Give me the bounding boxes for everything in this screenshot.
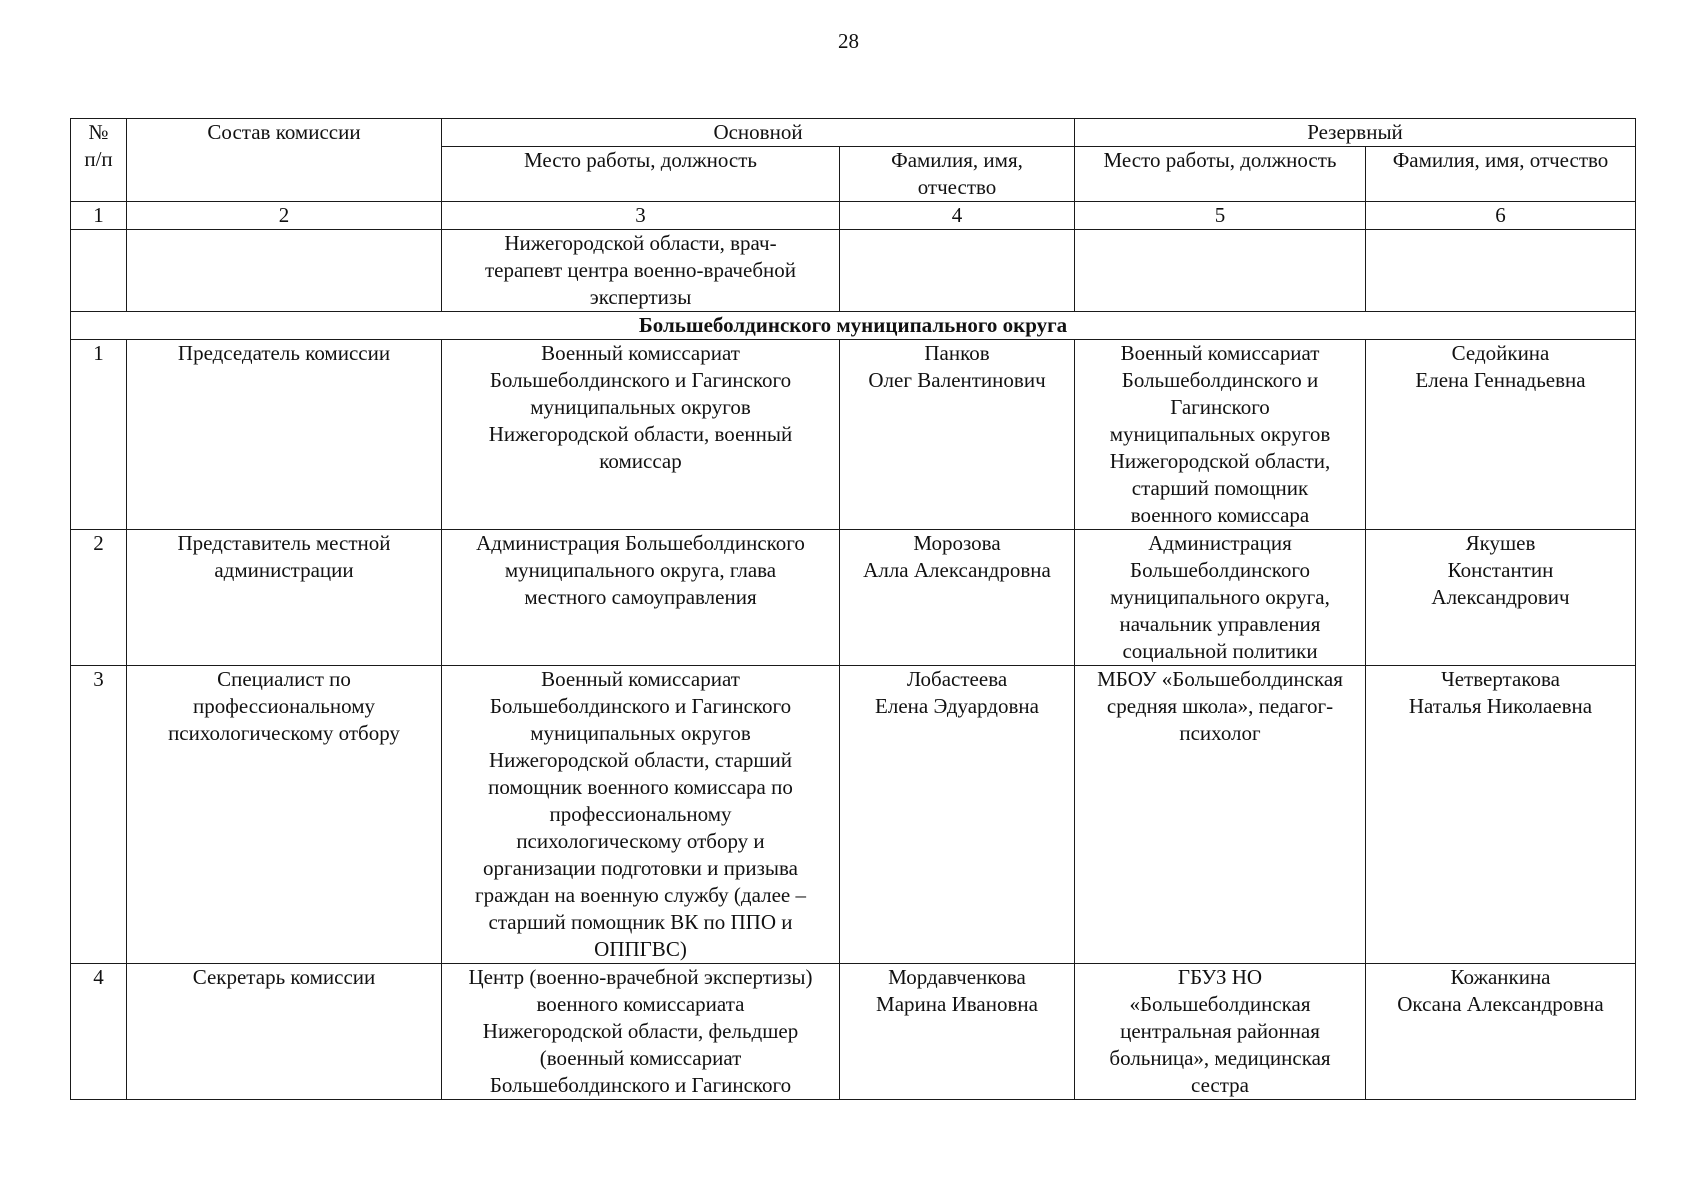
header-composition: Состав комиссии <box>127 119 442 202</box>
text-line: Большеболдинского <box>1130 558 1310 582</box>
table-row <box>71 666 1636 964</box>
text-line: экспертизы <box>589 285 692 309</box>
text-line: ОППГВС) <box>594 937 687 961</box>
cell-main-name <box>840 530 1075 666</box>
column-number: 2 <box>127 202 442 230</box>
text-line: Администрация Большеболдинского <box>476 531 805 555</box>
header-num-symbol: № <box>88 120 109 144</box>
text-line: помощник военного комиссара по <box>488 775 793 799</box>
column-numbers-row <box>71 202 1636 230</box>
text-line: Администрация <box>1148 531 1292 555</box>
text-line: Центр (военно-врачебной экспертизы) <box>468 965 813 989</box>
text-line: Нижегородской области, старший <box>489 748 792 772</box>
header-main: Основной <box>442 119 1075 147</box>
cell-main-name <box>840 230 1075 312</box>
text-line: сестра <box>1191 1073 1249 1097</box>
text-line: муниципальных округов <box>530 395 751 419</box>
text-line: муниципального округа, <box>1110 585 1330 609</box>
cell-role <box>127 964 442 1100</box>
text-line: Нижегородской области, фельдшер <box>482 1019 799 1043</box>
text-line: Елена Геннадьевна <box>1415 368 1586 392</box>
cell-main-workplace <box>442 964 840 1100</box>
text-line: Представитель местной <box>177 531 391 555</box>
cell-reserve-workplace <box>1075 964 1366 1100</box>
header-reserve: Резервный <box>1075 119 1636 147</box>
text-line: центральная районная <box>1120 1019 1320 1043</box>
text-line: старший помощник ВК по ППО и <box>488 910 793 934</box>
cell-role <box>127 230 442 312</box>
cell-main-workplace <box>442 340 840 530</box>
cell-num: 1 <box>71 340 127 530</box>
text-line: Оксана Александровна <box>1397 992 1604 1016</box>
text-line: Марина Ивановна <box>876 992 1038 1016</box>
text-line: профессиональному <box>193 694 375 718</box>
cell-role <box>127 666 442 964</box>
text-line: военного комиссариата <box>536 992 745 1016</box>
cell-main-workplace <box>442 530 840 666</box>
text-line: Панков <box>924 341 990 365</box>
text-line: Нижегородской области, военный <box>488 422 793 446</box>
header-reserve-workplace: Место работы, должность <box>1075 147 1366 202</box>
text-line: Председатель комиссии <box>177 341 391 365</box>
text-line: Кожанкина <box>1450 965 1551 989</box>
text-line: муниципальных округов <box>530 721 751 745</box>
commission-table <box>70 118 1636 1100</box>
table-row <box>71 530 1636 666</box>
text-line: средняя школа», педагог- <box>1106 694 1334 718</box>
text-line: Большеболдинского и Гагинского <box>489 368 792 392</box>
column-number: 4 <box>840 202 1075 230</box>
section-row <box>71 312 1636 340</box>
text-line: «Большеболдинская <box>1129 992 1311 1016</box>
header-num-abbr: п/п <box>84 147 113 171</box>
cell-num: 3 <box>71 666 127 964</box>
cell-main-name <box>840 666 1075 964</box>
continuation-row <box>71 230 1636 312</box>
cell-reserve-workplace <box>1075 666 1366 964</box>
cell-reserve-name <box>1366 230 1636 312</box>
text-line: ГБУЗ НО <box>1177 965 1263 989</box>
text-line: Константин <box>1447 558 1554 582</box>
column-number: 6 <box>1366 202 1636 230</box>
text-line: психологическому отбору <box>168 721 400 745</box>
cell-reserve-workplace <box>1075 530 1366 666</box>
text-line: организации подготовки и призыва <box>483 856 798 880</box>
column-number: 1 <box>71 202 127 230</box>
text-line: администрации <box>214 558 354 582</box>
text-line: социальной политики <box>1122 639 1318 663</box>
cell-reserve-name <box>1366 530 1636 666</box>
header-row-1 <box>71 119 1636 147</box>
cell-reserve-workplace <box>1075 340 1366 530</box>
text-line: психолог <box>1179 721 1261 745</box>
text-line: Нижегородской области, <box>1109 449 1331 473</box>
cell-reserve-name <box>1366 340 1636 530</box>
text-line: терапевт центра военно-врачебной <box>485 258 796 282</box>
header-main-name <box>840 147 1075 202</box>
text-line: военного комиссара <box>1130 503 1310 527</box>
text-line: Седойкина <box>1451 341 1550 365</box>
text-line: начальник управления <box>1119 612 1321 636</box>
cell-role <box>127 530 442 666</box>
cell-num: 2 <box>71 530 127 666</box>
column-number: 3 <box>442 202 840 230</box>
text-line: психологическому отбору и <box>516 829 765 853</box>
text-line: Большеболдинского и Гагинского <box>489 694 792 718</box>
text-line: Наталья Николаевна <box>1408 694 1593 718</box>
text-line: Олег Валентинович <box>868 368 1046 392</box>
table-row <box>71 964 1636 1100</box>
text-line: (военный комиссариат <box>539 1046 742 1070</box>
header-main-name-line: отчество <box>917 175 997 199</box>
text-line: Алла Александровна <box>863 558 1051 582</box>
cell-main-workplace <box>442 230 840 312</box>
cell-num <box>71 230 127 312</box>
header-main-workplace: Место работы, должность <box>442 147 840 202</box>
text-line: Четвертакова <box>1441 667 1560 691</box>
text-line: муниципальных округов <box>1109 422 1331 446</box>
cell-main-name <box>840 964 1075 1100</box>
text-line: Военный комиссариат <box>541 341 740 365</box>
cell-reserve-workplace <box>1075 230 1366 312</box>
text-line: больница», медицинская <box>1109 1046 1331 1070</box>
header-main-name-line: Фамилия, имя, <box>891 148 1023 172</box>
text-line: МБОУ «Большеболдинская <box>1097 667 1343 691</box>
text-line: Специалист по <box>217 667 351 691</box>
text-line: Военный комиссариат <box>1120 341 1320 365</box>
text-line: профессиональному <box>549 802 732 826</box>
section-title: Большеболдинского муниципального округа <box>71 312 1636 340</box>
text-line: Секретарь комиссии <box>192 965 376 989</box>
header-num <box>71 119 127 202</box>
text-line: Александрович <box>1431 585 1570 609</box>
text-line: Елена Эдуардовна <box>875 694 1039 718</box>
text-line: Якушев <box>1465 531 1536 555</box>
text-line: Морозова <box>913 531 1001 555</box>
text-line: граждан на военную службу (далее – <box>475 883 806 907</box>
cell-num: 4 <box>71 964 127 1100</box>
text-line: Большеболдинского и <box>1121 368 1319 392</box>
text-line: Нижегородской области, врач- <box>504 231 777 255</box>
text-line: Большеболдинского и Гагинского <box>489 1073 792 1097</box>
table-row <box>71 340 1636 530</box>
header-reserve-name: Фамилия, имя, отчество <box>1366 147 1636 202</box>
text-line: старший помощник <box>1131 476 1309 500</box>
text-line: Военный комиссариат <box>541 667 740 691</box>
cell-reserve-name <box>1366 666 1636 964</box>
text-line: Лобастеева <box>906 667 1008 691</box>
text-line: комиссар <box>599 449 682 473</box>
column-number: 5 <box>1075 202 1366 230</box>
text-line: Гагинского <box>1170 395 1270 419</box>
cell-main-name <box>840 340 1075 530</box>
cell-reserve-name <box>1366 964 1636 1100</box>
text-line: местного самоуправления <box>524 585 757 609</box>
page-number: 28 <box>838 29 859 53</box>
cell-role <box>127 340 442 530</box>
text-line: муниципального округа, глава <box>504 558 777 582</box>
cell-main-workplace <box>442 666 840 964</box>
text-line: Мордавченкова <box>888 965 1026 989</box>
